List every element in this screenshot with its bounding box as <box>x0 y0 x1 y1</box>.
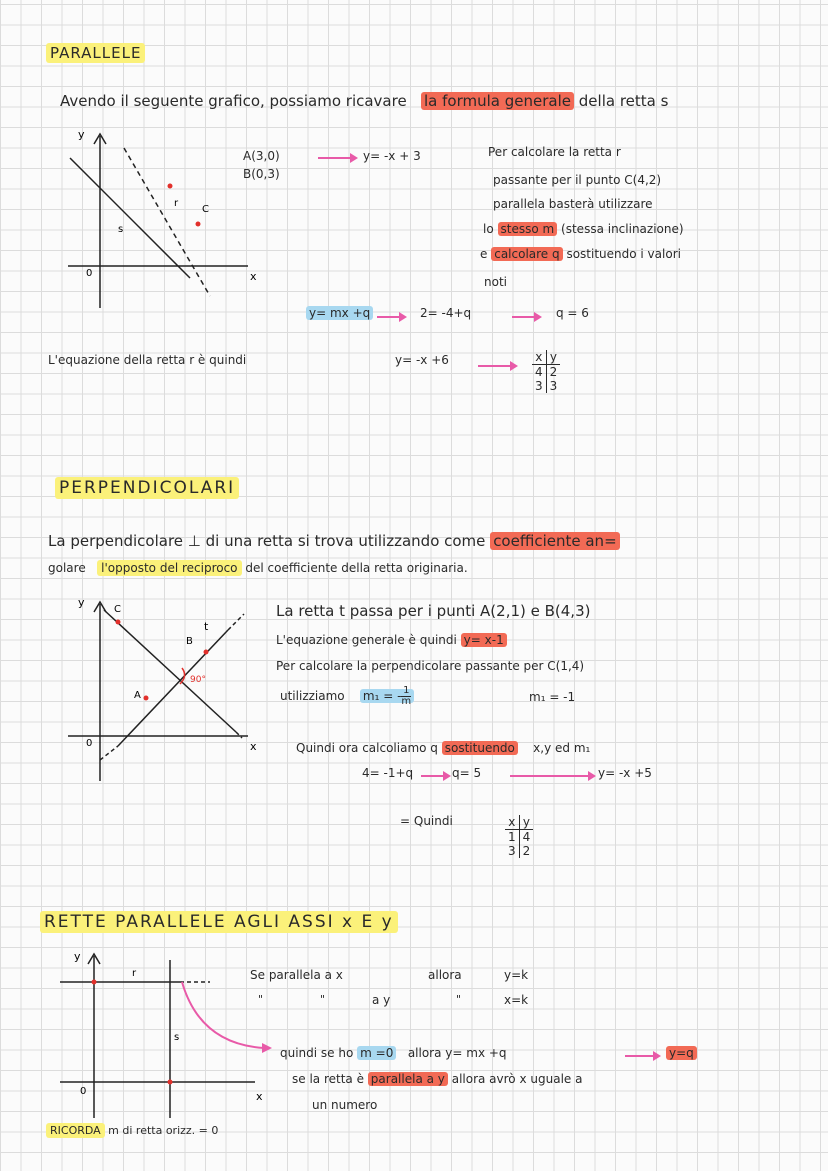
svg-text:r: r <box>132 968 137 979</box>
svg-text:x: x <box>256 1090 263 1103</box>
table-header: x <box>532 350 546 365</box>
line-s <box>70 158 190 278</box>
table-row: 3 3 <box>532 379 560 393</box>
svg-text:C: C <box>114 604 121 615</box>
point-c <box>116 620 121 625</box>
perp-definition-l2: golare l'opposto del reciproco del coefficiente della retta originaria. <box>48 561 468 575</box>
arrow-icon <box>625 1050 661 1062</box>
perp-definition-l1: La perpendicolare ⊥ di una retta si trova utilizzando come coefficiente an= <box>48 532 620 550</box>
arrow-icon <box>318 152 358 164</box>
point-b <box>204 650 209 655</box>
general-equation: y= mx +q <box>306 306 373 320</box>
label-c: C <box>202 204 209 215</box>
result-equation: y= -x +6 <box>395 353 449 367</box>
assi-quindi-result: y=q <box>666 1046 697 1060</box>
q-result: q = 6 <box>556 306 589 320</box>
section-title-assi: RETTE PARALLELE AGLI ASSI x E y <box>40 912 398 932</box>
parallele-right-l4: lo stesso m (stessa inclinazione) <box>483 222 684 236</box>
assi-row2-ay: a y <box>372 993 391 1007</box>
point-b: B(0,3) <box>243 167 280 181</box>
label-y: y <box>78 128 85 141</box>
table-row: 3 2 <box>505 844 533 858</box>
arrow-icon <box>512 311 542 323</box>
line-t <box>118 630 228 746</box>
parallele-right-l3: parallela basterà utilizzare <box>493 197 653 211</box>
svg-text:0: 0 <box>80 1086 87 1097</box>
point-marker <box>168 184 173 189</box>
values-table-perpendicolari <box>505 815 533 858</box>
point-a <box>144 696 149 701</box>
label-x: x <box>250 270 257 283</box>
perp-q-result: q= 5 <box>452 766 482 780</box>
perp-result-eq: y= -x +5 <box>598 766 652 780</box>
assi-row1-b: allora <box>428 968 462 982</box>
assi-row2-ditto-1: " <box>258 993 264 1006</box>
svg-text:s: s <box>174 1032 180 1043</box>
line-perp <box>104 610 236 732</box>
perpendicolari-graph <box>60 596 260 786</box>
assi-numero: un numero <box>312 1098 378 1112</box>
perp-quindi: = Quindi <box>400 814 453 828</box>
table-header: y <box>546 350 560 365</box>
assi-quindi-line: quindi se ho m =0 allora y= mx +q <box>280 1046 507 1060</box>
arrow-icon <box>377 311 407 323</box>
substitution-eq: 2= -4+q <box>420 306 472 320</box>
assi-row2-ditto-3: " <box>456 993 462 1006</box>
section-title-perpendicolari: PERPENDICOLARI <box>55 478 239 498</box>
table-header: y <box>519 815 533 830</box>
table-row: 1 4 <box>505 830 533 845</box>
point-x-intercept <box>168 1080 173 1085</box>
assi-row1-c: y=k <box>504 968 529 982</box>
assi-row2-e: x=k <box>504 993 529 1007</box>
assi-graph <box>50 948 270 1123</box>
label-o: 0 <box>86 268 93 279</box>
perp-calc-line: Quindi ora calcoliamo q sostituendo x,y ed m₁ <box>296 741 591 755</box>
table-header: x <box>505 815 519 830</box>
arrow-icon <box>478 360 518 372</box>
parallele-right-l6: noti <box>484 275 507 289</box>
svg-text:t: t <box>204 620 209 633</box>
point-c <box>196 222 201 227</box>
table-row: 4 2 <box>532 365 560 380</box>
values-table-parallele <box>532 350 560 393</box>
ricorda-note: RICORDA m di retta orizz. = 0 <box>46 1124 218 1137</box>
parallele-right-l1: Per calcolare la retta r <box>488 145 621 159</box>
parallele-intro: Avendo il seguente grafico, possiamo ricavare la formula generale della retta s <box>60 92 669 110</box>
parallele-right-l2: passante per il punto C(4,2) <box>493 173 662 187</box>
assi-row2-ditto-2: " <box>320 993 326 1006</box>
equation-s: y= -x + 3 <box>363 149 421 163</box>
perp-right-l4: utilizziamo m₁ = - $\frac{1}{m}$ <box>280 686 414 707</box>
point-y-intercept <box>92 980 97 985</box>
parallele-graph <box>60 128 260 318</box>
svg-text:y: y <box>74 950 81 963</box>
section-title-parallele: PARALLELE <box>46 44 145 62</box>
svg-text:90°: 90° <box>190 675 206 685</box>
label-s: s <box>118 224 124 235</box>
assi-retta-line: se la retta è parallela a y allora avrò x uguale a <box>292 1072 583 1086</box>
svg-text:y: y <box>78 596 85 609</box>
pink-curve-arrow <box>182 982 264 1048</box>
arrow-icon <box>421 770 451 782</box>
perp-right-l1: La retta t passa per i punti A(2,1) e B(4,3) <box>276 602 591 620</box>
perp-right-l2: L'equazione generale è quindi y= x-1 <box>276 633 507 647</box>
svg-text:B: B <box>186 636 193 647</box>
parallele-right-l5: e calcolare q sostituendo i valori <box>480 247 681 261</box>
svg-text:x: x <box>250 740 257 753</box>
label-r: r <box>174 198 179 209</box>
point-a: A(3,0) <box>243 149 280 163</box>
conclusion-text: L'equazione della retta r è quindi <box>48 353 247 367</box>
svg-text:0: 0 <box>86 738 93 749</box>
perp-right-l3: Per calcolare la perpendicolare passante per C(1,4) <box>276 659 585 673</box>
perp-sub-eq: 4= -1+q <box>362 766 414 780</box>
svg-text:A: A <box>134 690 141 701</box>
m1-value: m₁ = -1 <box>529 690 576 704</box>
arrow-icon <box>510 770 596 782</box>
assi-row1-a: Se parallela a x <box>250 968 343 982</box>
